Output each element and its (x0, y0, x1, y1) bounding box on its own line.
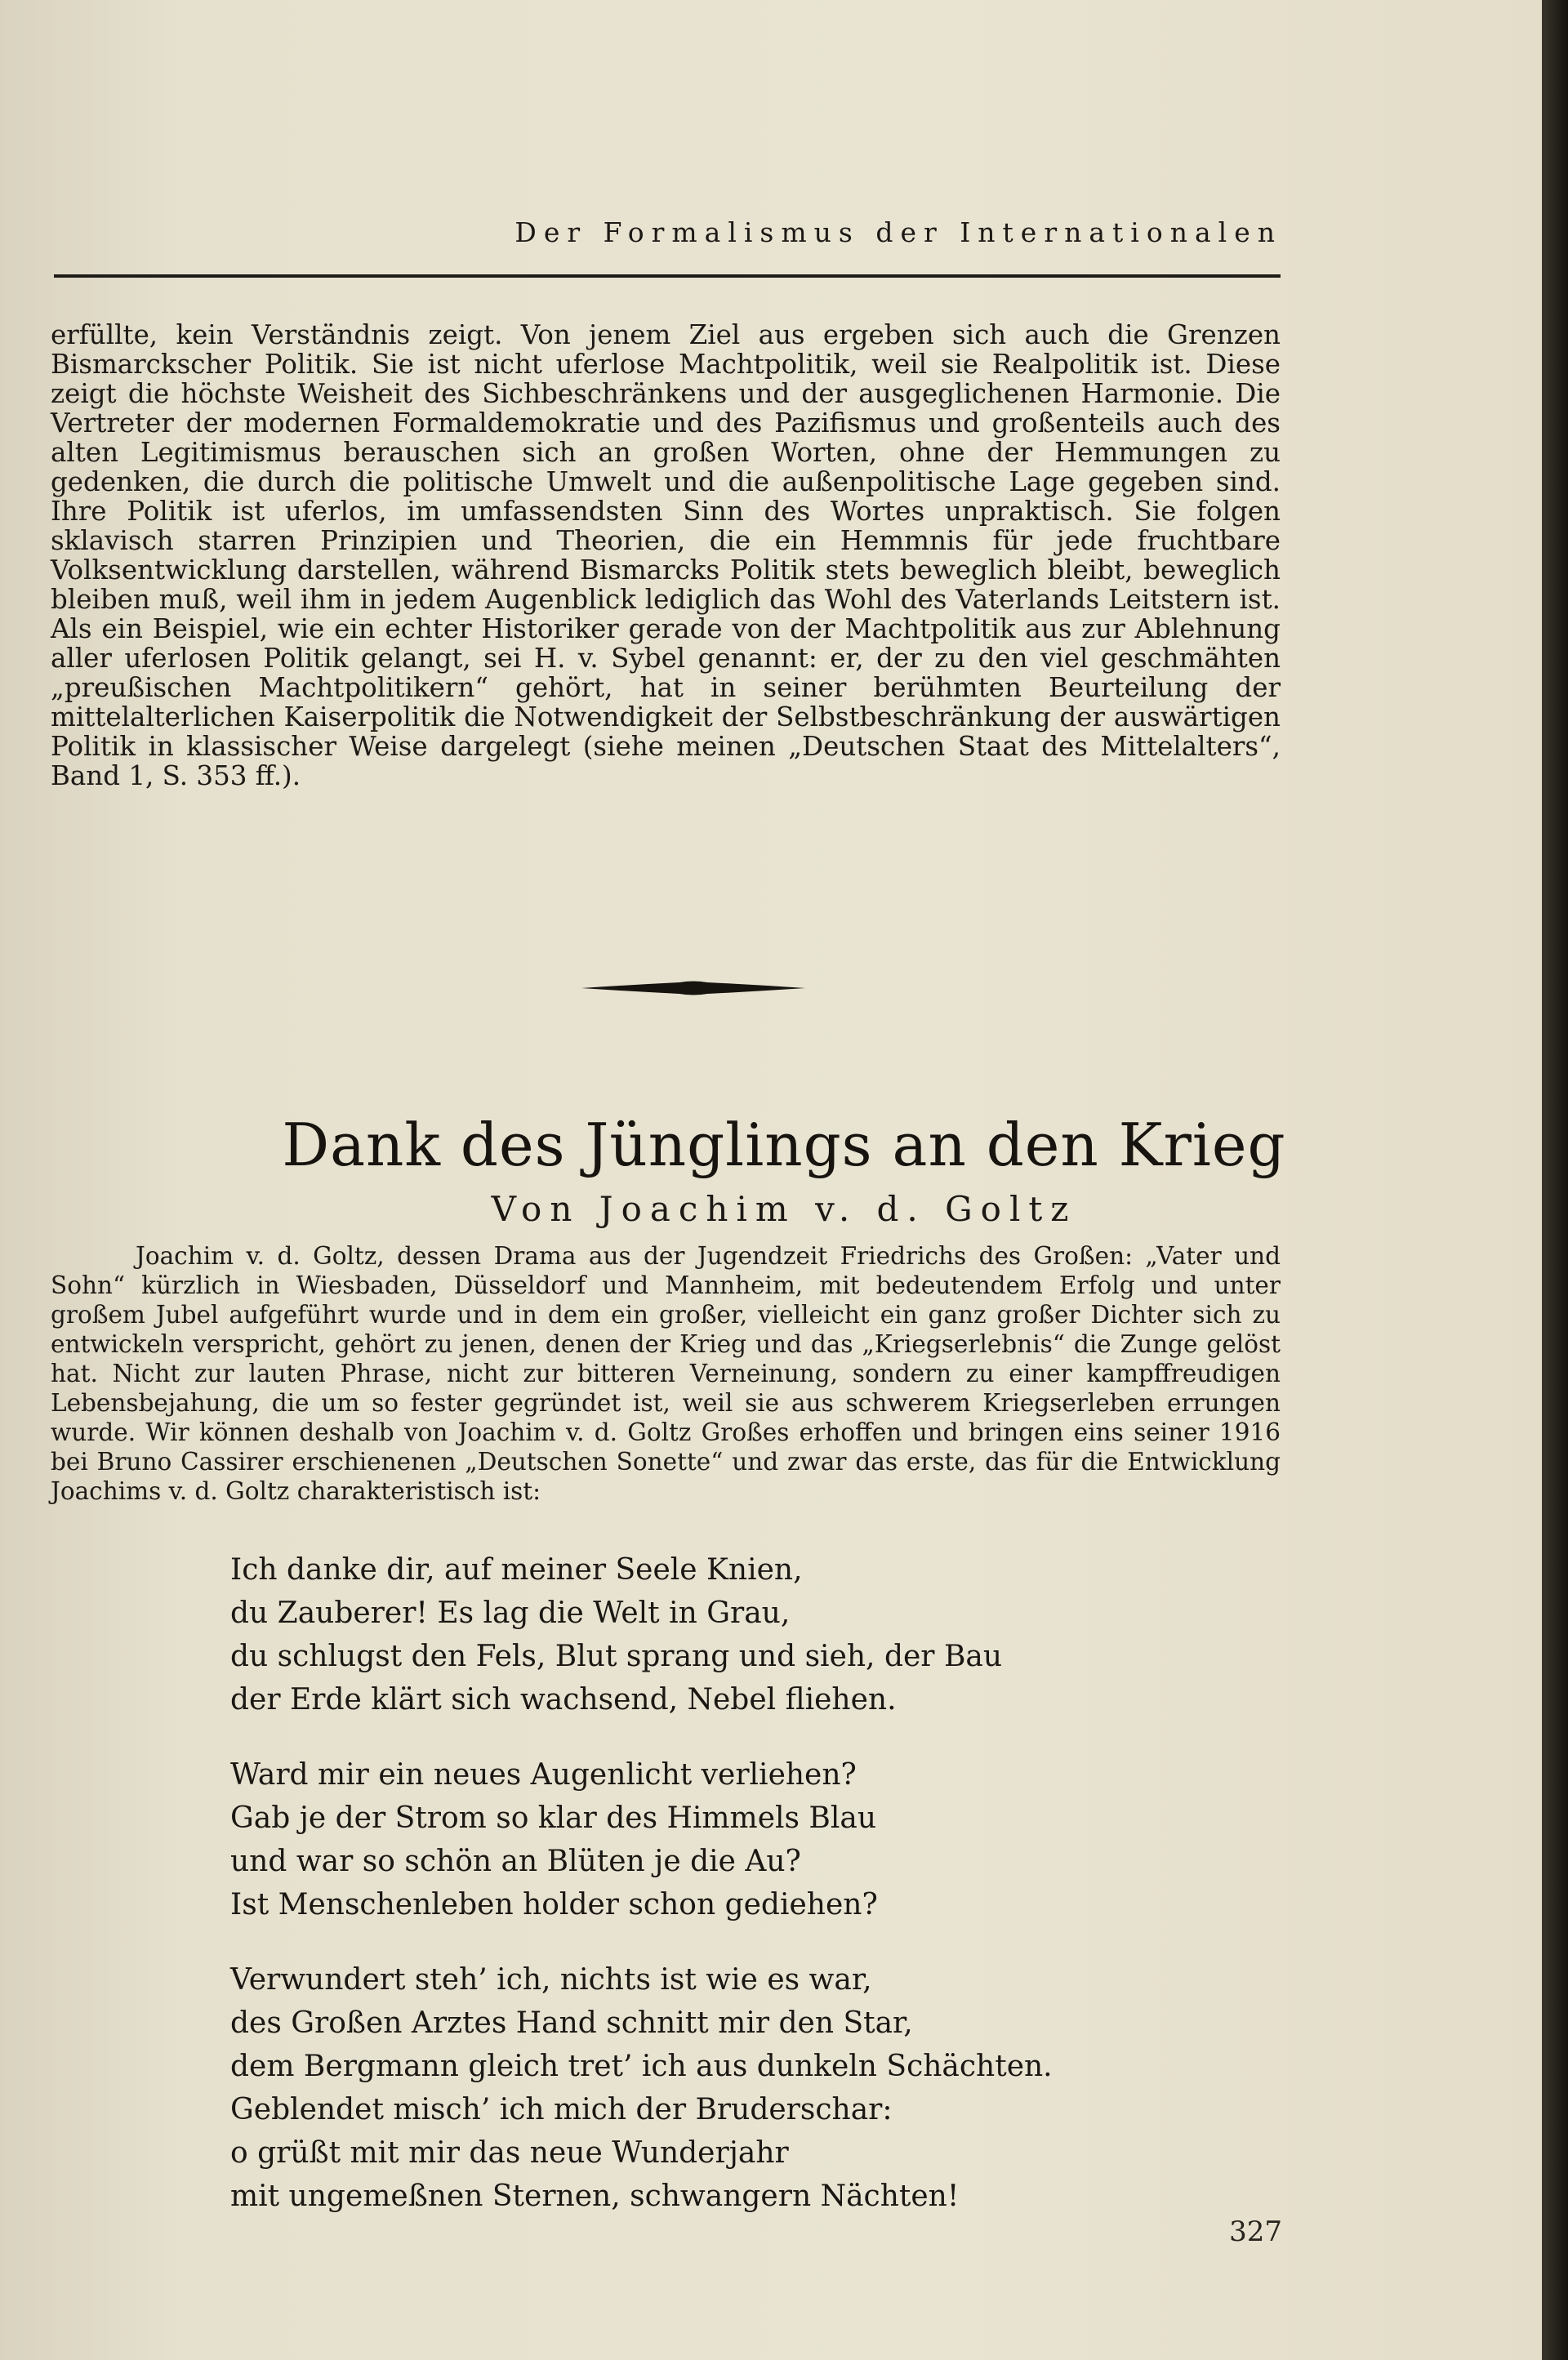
poem-line: o grüßt mit mir das neue Wunderjahr (230, 2136, 789, 2170)
poem-line: Ich danke dir, auf meiner Seele Knien, (230, 1553, 803, 1587)
stanza-2 (230, 1753, 1292, 1926)
page-number: 327 (1229, 2215, 1282, 2248)
poem-line: und war so schön an Blüten je die Au? (230, 1845, 801, 1878)
poem-line: des Großen Arztes Hand schnitt mir den Star, (230, 2006, 913, 2040)
poem-line: Verwundert steh’ ich, nichts ist wie es war, (230, 1963, 872, 1997)
stanza-1 (230, 1548, 1292, 1721)
poem-line: du schlugst den Fels, Blut sprang und sieh, der Bau (230, 1640, 1003, 1673)
body-paragraph: erfüllte, kein Verständnis zeigt. Von jenem Ziel aus ergeben sich auch die Grenzen Bismarckscher Politik. Sie ist nicht uferlose Machtpolitik, weil sie Realpolitik ist. Diese zeigt die höchste Weisheit des Sichbeschränkens und der ausgeglichenen Harmonie. Die Vertreter der modernen Formaldemokratie und des Pazifismus und großenteils auch des alten Legitimismus berauschen sich an großen Worten, ohne der Hemmungen zu gedenken, die durch die politische Umwelt und die außenpolitische Lage gegeben sind. Ihre Politik ist uferlos, im umfassendsten Sinn des Wortes unpraktisch. Sie folgen sklavisch starren Prinzipien und Theorien, die ein Hemmnis für jede fruchtbare Volksentwicklung darstellen, während Bismarcks Politik stets beweglich bleibt, beweglich bleiben muß, weil ihm in jedem Augenblick lediglich das Wohl des Vaterlands Leitstern ist. Als ein Beispiel, wie ein echter Historiker gerade von der Machtpolitik aus zur Ablehnung aller uferlosen Politik gelangt, sei H. v. Sybel genannt: er, der zu den viel geschmähten „preußischen Machtpolitikern“ gehört, hat in seiner berühmten Beurteilung der mittelalterlichen Kaiserpolitik die Notwendigkeit der Selbstbeschränkung der auswärtigen Politik in klassischer Weise dargelegt (siehe meinen „Deutschen Staat des Mittelalters“, Band 1, S. 353 ff.). (51, 319, 1281, 791)
poem-line: Ist Menschenleben holder schon gediehen? (230, 1888, 878, 1921)
poem-line: Geblendet misch’ ich mich der Bruderschar: (230, 2093, 893, 2126)
poem-line: Ward mir ein neues Augenlicht verliehen? (230, 1758, 857, 1792)
article-title: Dank des Jünglings an den Krieg (282, 1111, 1286, 1179)
poem-line: mit ungemeßnen Sternen, schwangern Nächten! (230, 2180, 960, 2213)
article-author: Von Joachim v. d. Goltz (491, 1189, 1077, 1229)
header-rule (54, 274, 1281, 278)
article-intro (51, 1241, 1281, 1506)
scan-edge (1542, 0, 1568, 2360)
running-header: Der Formalismus der Internationalen (514, 216, 1282, 248)
poem-line: Gab je der Strom so klar des Himmels Blau (230, 1801, 877, 1835)
poem-line: dem Bergmann gleich tret’ ich aus dunkeln Schächten. (230, 2050, 1053, 2083)
poem-line: du Zauberer! Es lag die Welt in Grau, (230, 1596, 791, 1630)
intro-paragraph: Joachim v. d. Goltz, dessen Drama aus der Jugendzeit Friedrichs des Großen: „Vater und Sohn“ kürzlich in Wiesbaden, Düsseldorf und Mannheim, mit bedeutendem Erfolg und unter großem Jubel aufgeführt wurde und in dem ein großer, vielleicht ein ganz großer Dichter sich zu entwickeln verspricht, gehört zu jenen, denen der Krieg und das „Kriegserlebnis“ die Zunge gelöst hat. Nicht zur lauten Phrase, nicht zur bitteren Verneinung, sondern zu einer kampffreudigen Lebensbejahung, die um so fester gegründet ist, weil sie aus schwerem Kriegserleben errungen wurde. Wir können deshalb von Joachim v. d. Goltz Großes erhoffen und bringen eins seiner 1916 bei Bruno Cassirer erschienenen „Deutschen Sonette“ und zwar das erste, das für die Entwicklung Joachims v. d. Goltz charakteristisch ist: (51, 1242, 1281, 1505)
poem-line: der Erde klärt sich wachsend, Nebel fliehen. (230, 1683, 897, 1717)
section-divider-ornament (581, 976, 805, 1000)
sonnet (230, 1548, 1292, 2250)
stanza-3 (230, 1958, 1292, 2218)
